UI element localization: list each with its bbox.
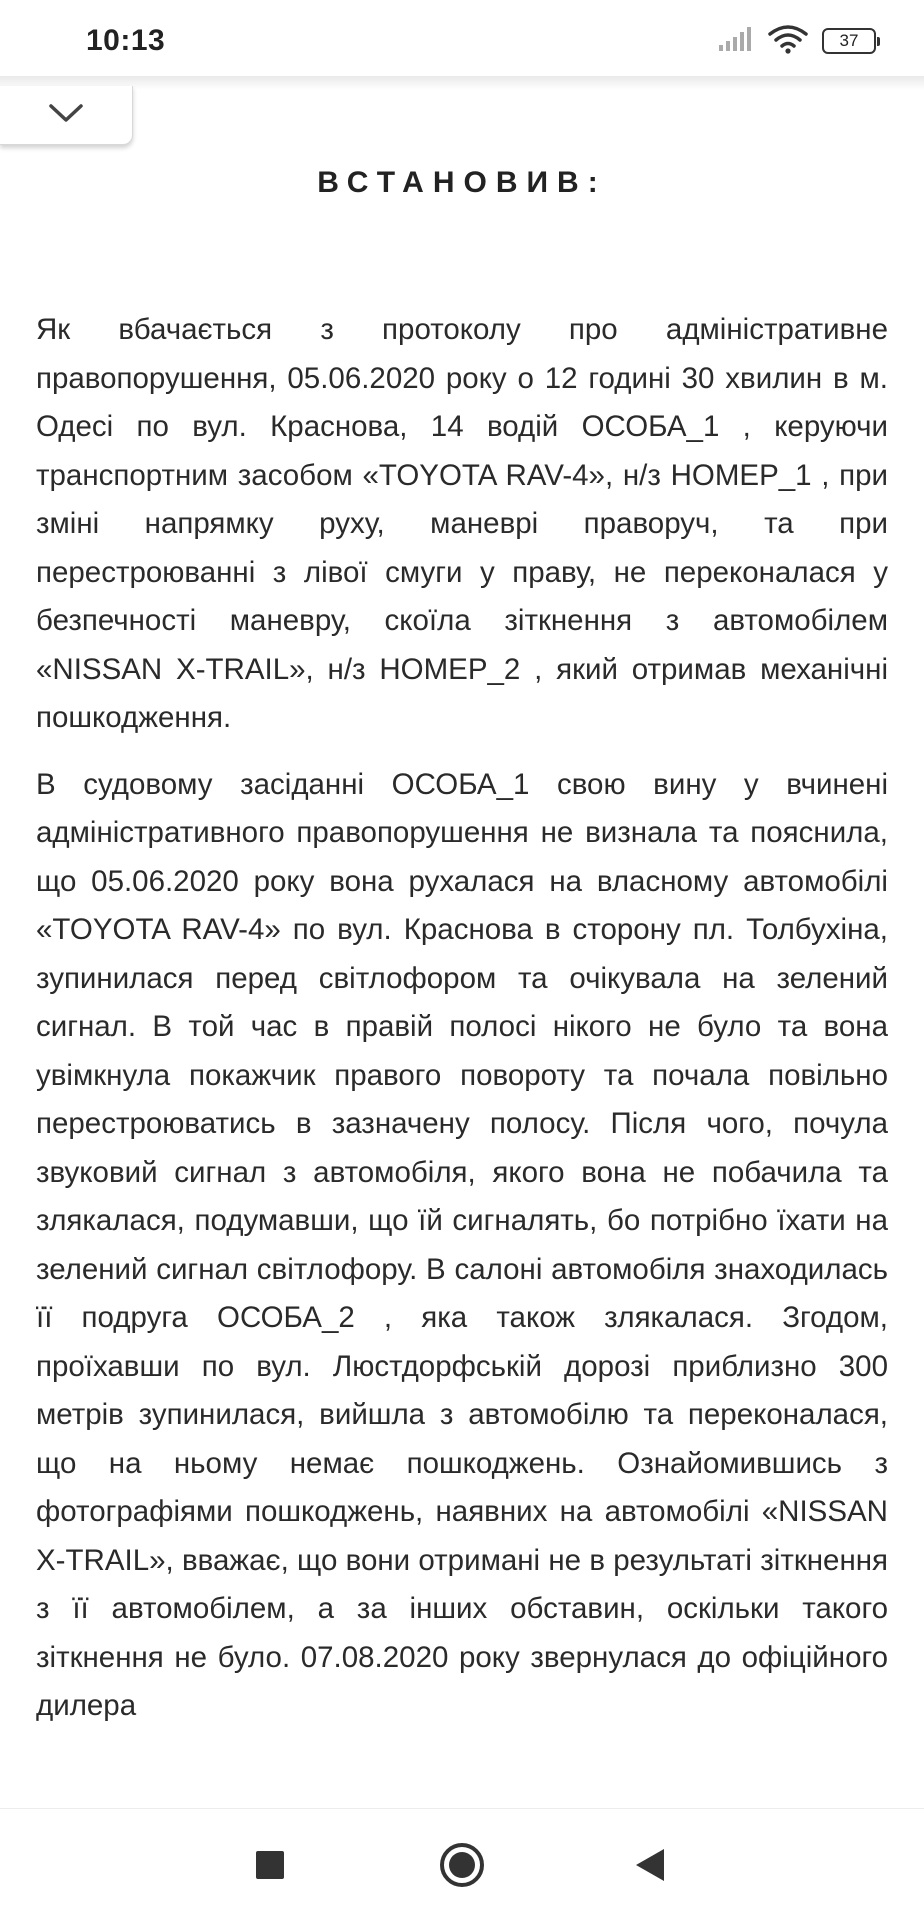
back-button[interactable] xyxy=(622,1839,678,1895)
square-icon xyxy=(255,1850,285,1885)
toolbar-shadow xyxy=(0,76,924,90)
section-heading: ВСТАНОВИВ: xyxy=(317,166,607,199)
battery-icon xyxy=(822,28,876,54)
wifi-icon xyxy=(768,24,808,59)
paragraph: В судовому засіданні ОСОБА_1 свою вину у вчинені адміністративного правопорушення не визнала та пояснила, що 05.06.2020 року вона рухалася на власному автомобілі «TOYOTA RAV-4» по вул. Краснова в сторону пл. Толбухіна, зупинилася перед світлофором та очікувала на зелений сигнал. В той час в правій полосі нікого не було та вона увімкнула покажчик правого повороту та почала повільно перестроюватись в зазначену полосу. Після чого, почула звуковий сигнал з автомобіля, якого вона не побачила та злякалася, подумавши, що їй сигналять, бо потрібно їхати на зелений сигнал світлофору. В салоні автомобіля знаходилась її подруга ОСОБА_2 , яка також злякалася. Згодом, проїхавши по вул. Люстдорфській дорозі приблизно 300 метрів зупинилася, вийшла з автомобілю та переконалася, що на ньому немає пошкоджень. Ознайомившись з фотографіями пошкоджень, наявних на автомобілі «NISSAN X-TRAIL», вважає, що вони отримані не в результаті зіткнення з її автомобілем, а за інших обставин, оскільки такого зіткнення не було. 07.08.2020 року звернулася до офіційного дилера xyxy=(36,767,888,1722)
status-time: 10:13 xyxy=(86,24,166,57)
back-triangle-icon xyxy=(634,1848,666,1887)
signal-icon xyxy=(718,27,754,56)
paragraph: Як вбачається з протоколу про адміністративне правопорушення, 05.06.2020 року о 12 годині 30 хвилин в м. Одесі по вул. Краснова, 14 водій ОСОБА_1 , керуючи транспортним засобом «TOYOTA RAV-4», н/з НОМЕР_1 , при зміні напрямку руху, маневрі праворуч, та при перестроюванні з лівої смуги у праву, не переконалася у безпечності маневру, скоїла зіткнення з автомобілем «NISSAN X-TRAIL», н/з НОМЕР_2 , який отримав механічні пошкодження. xyxy=(36,313,888,734)
battery-level: 37 xyxy=(839,31,859,50)
chevron-down-icon xyxy=(47,102,85,129)
status-icons xyxy=(718,26,876,56)
document-content xyxy=(36,306,888,1806)
home-button[interactable] xyxy=(434,1839,490,1895)
collapse-toolbar-button[interactable] xyxy=(0,86,133,145)
navigation-bar xyxy=(0,1808,924,1920)
home-circle-icon xyxy=(439,1842,485,1893)
recents-button[interactable] xyxy=(242,1839,298,1895)
status-bar xyxy=(0,0,924,80)
